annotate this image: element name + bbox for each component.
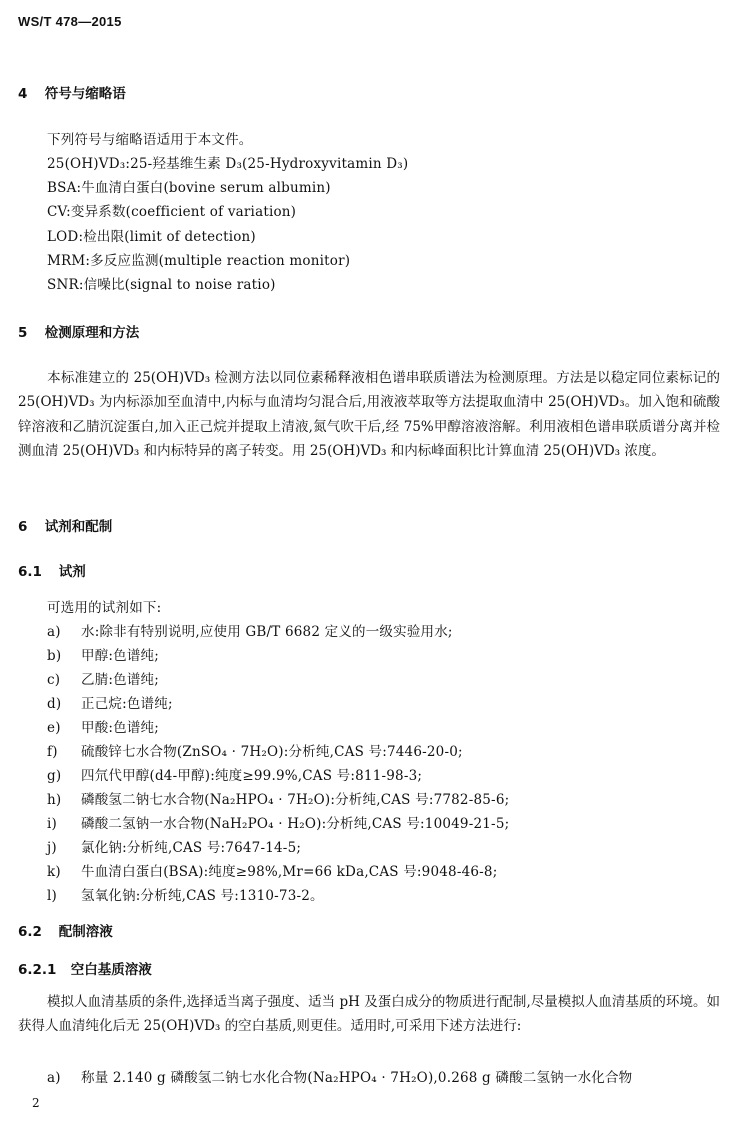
reagent-intro: 可选用的试剂如下: <box>47 600 162 616</box>
item-text: 甲酸:色谱纯; <box>81 720 159 736</box>
section-6-2-heading <box>18 920 113 940</box>
section-5-heading <box>18 321 139 341</box>
reagent-item <box>47 860 497 880</box>
section-6-heading <box>18 515 112 535</box>
section-title: 试剂和配制 <box>44 519 113 535</box>
item-label: c) <box>47 672 61 688</box>
reagent-item <box>47 668 159 688</box>
item-label: b) <box>47 648 62 664</box>
item-label: a) <box>47 1070 61 1086</box>
item-label: l) <box>47 888 57 904</box>
reagent-item <box>47 812 509 832</box>
item-text: 磷酸二氢钠一水合物(NaH₂PO₄ · H₂O):分析纯,CAS 号:10049-21-5; <box>81 816 510 832</box>
section-6-1-heading <box>18 560 86 580</box>
abbreviation-item: 25(OH)VD₃:25-羟基维生素 D₃(25-Hydroxyvitamin D₃) <box>47 156 409 172</box>
paragraph-text: 本标准建立的 25(OH)VD₃ 检测方法以同位素稀释液相色谱串联质谱法为检测原理。方法是以稳定同位素标记的 25(OH)VD₃ 为内标添加至血清中,内标与血清均匀混合后,用液液萃取等方法提取血清中 25(OH)VD₃。加入饱和硫酸锌溶液和乙腈沉淀蛋白,加入正己烷并提取上清液,氮气吹干后,经 75%甲醇溶液溶解。利用液相色谱串联质谱分离并检测血清 25(OH)VD₃ 和内标特异的离子转变。用 25(OH)VD₃ 和内标峰面积比计算血清 25(OH)VD₃ 浓度。 <box>18 370 720 460</box>
reagent-item <box>47 788 509 808</box>
item-text: 甲醇:色谱纯; <box>81 648 159 664</box>
item-label: a) <box>47 624 61 640</box>
item-text: 氢氧化钠:分析纯,CAS 号:1310-73-2。 <box>81 888 324 904</box>
item-label: e) <box>47 720 61 736</box>
section-number: 6.2 <box>18 924 42 940</box>
reagent-item <box>47 764 422 784</box>
section-4-heading <box>18 82 126 102</box>
standard-code: WS/T 478—2015 <box>18 14 122 29</box>
item-text: 牛血清白蛋白(BSA):纯度≥98%,Mr=66 kDa,CAS 号:9048-46-8; <box>81 864 498 880</box>
item-text: 氯化钠:分析纯,CAS 号:7647-14-5; <box>81 840 302 856</box>
abbreviation-item: CV:变异系数(coefficient of variation) <box>47 204 297 220</box>
section-number: 6 <box>18 519 28 535</box>
section-5-body <box>18 366 720 464</box>
item-label: j) <box>47 840 57 856</box>
abbreviation-item: SNR:信噪比(signal to noise ratio) <box>47 277 276 293</box>
paragraph-text: 模拟人血清基质的条件,选择适当离子强度、适当 pH 及蛋白成分的物质进行配制,尽量模拟人血清基质的环境。如获得人血清纯化后无 25(OH)VD₃ 的空白基质,则更佳。适用时,可采用下述方法进行: <box>18 994 720 1035</box>
item-text: 磷酸氢二钠七水合物(Na₂HPO₄ · 7H₂O):分析纯,CAS 号:7782-85-6; <box>81 792 510 808</box>
section-title: 符号与缩略语 <box>44 86 126 102</box>
item-text: 称量 2.140 g 磷酸氢二钠七水化合物(Na₂HPO₄ · 7H₂O),0.268 g 磷酸二氢钠一水化合物 <box>81 1070 633 1086</box>
item-label: f) <box>47 744 58 760</box>
section-number: 6.1 <box>18 564 42 580</box>
item-label: d) <box>47 696 62 712</box>
reagent-item <box>47 716 159 736</box>
section-6-2-1-heading <box>18 958 152 978</box>
section-number: 6.2.1 <box>18 962 57 978</box>
reagent-item <box>47 740 463 760</box>
item-label: h) <box>47 792 62 808</box>
section-4-intro: 下列符号与缩略语适用于本文件。 <box>47 132 253 148</box>
item-text: 水:除非有特别说明,应使用 GB/T 6682 定义的一级实验用水; <box>81 624 453 640</box>
reagent-item <box>47 620 453 640</box>
procedure-item <box>47 1066 632 1086</box>
section-title: 试剂 <box>58 564 86 580</box>
abbreviation-item: BSA:牛血清白蛋白(bovine serum albumin) <box>47 180 331 196</box>
item-label: i) <box>47 816 57 832</box>
section-number: 4 <box>18 86 28 102</box>
reagent-item <box>47 884 324 904</box>
item-label: g) <box>47 768 62 784</box>
page-number: 2 <box>32 1096 40 1110</box>
reagent-item <box>47 836 301 856</box>
section-title: 配制溶液 <box>58 924 113 940</box>
section-6-2-1-body <box>18 990 720 1039</box>
reagent-item <box>47 692 173 712</box>
abbreviation-item: MRM:多反应监测(multiple reaction monitor) <box>47 253 351 269</box>
item-text: 硫酸锌七水合物(ZnSO₄ · 7H₂O):分析纯,CAS 号:7446-20-0; <box>81 744 463 760</box>
reagent-item <box>47 644 159 664</box>
item-text: 正己烷:色谱纯; <box>81 696 173 712</box>
item-label: k) <box>47 864 61 880</box>
section-number: 5 <box>18 325 28 341</box>
section-title: 空白基质溶液 <box>70 962 152 978</box>
item-text: 四氘代甲醇(d4-甲醇):纯度≥99.9%,CAS 号:811-98-3; <box>81 768 423 784</box>
section-title: 检测原理和方法 <box>44 325 140 341</box>
abbreviation-item: LOD:检出限(limit of detection) <box>47 229 256 245</box>
item-text: 乙腈:色谱纯; <box>81 672 159 688</box>
